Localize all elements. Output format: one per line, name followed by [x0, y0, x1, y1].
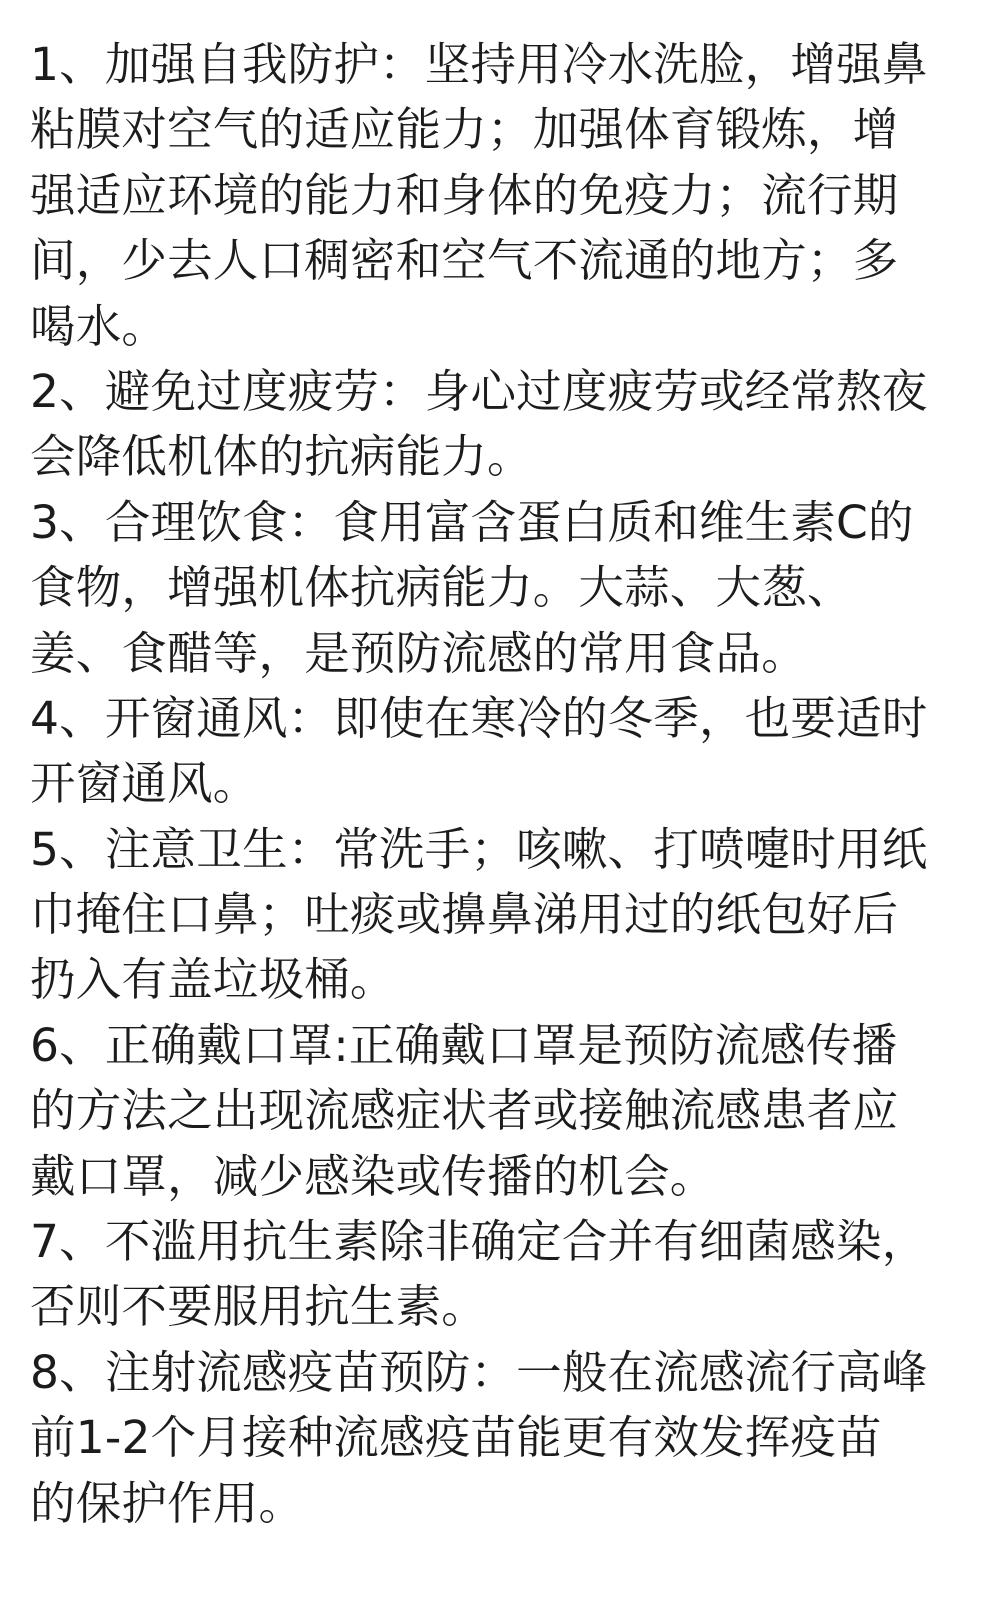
item-1-line-4: 间，少去人口稠密和空气不流通的地方；多: [30, 234, 899, 288]
item-1-line-2: 粘膜对空气的适应能力；加强体育锻炼，增: [30, 103, 899, 157]
item-6-line-3: 戴口罩，减少感染或传播的机会。: [30, 1149, 716, 1203]
item-7-line-1: 7、不滥用抗生素除非确定合并有细菌感染，: [30, 1215, 928, 1269]
item-6-line-2: 的方法之出现流感症状者或接触流感患者应: [30, 1084, 899, 1138]
item-3-line-2: 食物，增强机体抗病能力。大蒜、大葱、: [30, 561, 853, 615]
item-1-line-1: 1、加强自我防护：坚持用冷水洗脸，增强鼻: [30, 38, 928, 91]
item-3-line-1: 3、合理饮食：食用富含蛋白质和维生素C的: [30, 495, 914, 549]
item-1-line-3: 强适应环境的能力和身体的免疫力；流行期: [30, 168, 899, 222]
item-6-line-1: 6、正确戴口罩:正确戴口罩是预防流感传播: [30, 1018, 898, 1072]
item-7-line-2: 否则不要服用抗生素。: [30, 1280, 488, 1334]
item-8-line-3: 的保护作用。: [30, 1476, 305, 1530]
item-2-line-1: 2、避免过度疲劳：身心过度疲劳或经常熬夜: [30, 364, 928, 418]
item-3-line-3: 姜、食醋等，是预防流感的常用食品。: [30, 626, 807, 680]
item-2-line-2: 会降低机体的抗病能力。: [30, 430, 533, 484]
item-4-line-2: 开窗通风。: [30, 757, 259, 811]
item-8-line-2: 前1-2个月接种流感疫苗能更有效发挥疫苗: [30, 1411, 882, 1465]
item-8-line-1: 8、注射流感疫苗预防：一般在流感流行高峰: [30, 1345, 928, 1399]
item-5-line-3: 扔入有盖垃圾桶。: [30, 953, 396, 1007]
flu-prevention-text: [30, 32, 975, 1536]
item-4-line-1: 4、开窗通风：即使在寒冷的冬季，也要适时: [30, 691, 928, 745]
item-1-line-5: 喝水。: [30, 299, 168, 353]
item-5-line-1: 5、注意卫生：常洗手；咳嗽、打喷嚏时用纸: [30, 822, 928, 876]
item-5-line-2: 巾掩住口鼻；吐痰或擤鼻涕用过的纸包好后: [30, 888, 899, 942]
